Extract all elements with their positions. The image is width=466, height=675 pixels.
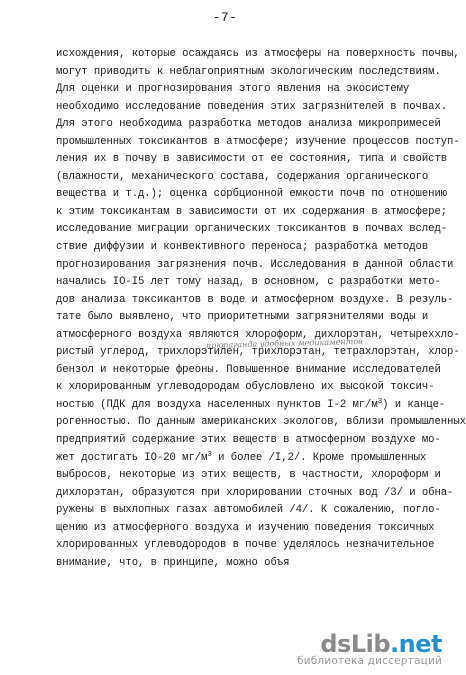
text-line: атмосферного воздуха являются хлороформ, дихлорэтан, четыреххло- [56,328,460,341]
watermark-subtitle: библиотека диссертаций [297,655,442,667]
text-line: выбросов, некоторые из этих веществ, в частности, хлороформ и [56,469,441,482]
text-line: щению из атмосферного воздуха и изучению поведения токсичных [56,521,435,534]
text-line: исхождения, которые осаждаясь из атмосферы на поверхность почвы, [56,48,460,60]
text-line: исследование миграции органических токсикантов в почвах вслед- [56,223,448,236]
text-line: Для этого необходима разработка методов анализа микропримесей [56,118,441,131]
watermark-logo-part1: dsLib [320,630,391,658]
text-line: ствие диффузии и конвективного переноса; разработка методов [56,241,429,254]
text-line: ристый углерод, трихлорэтилен, трихлорэтан, тетрахлорэтан, хлор- [56,346,460,359]
watermark-logo-part2: .net [390,630,442,658]
text-line: начались IO-I5 лет тому назад, в основном, с разработки мето- [56,276,441,289]
text-line: тате было выявлено, что приоритетными загрязнителями воды и [56,311,429,324]
text-line: рогенностью. По данным американских экологов, вблизи промышленных [56,416,466,429]
text-line: дов анализа токсикантов в воде и атмосферном воздухе. В резуль- [56,293,454,306]
text-line [56,450,438,468]
body-text [56,46,466,572]
text-line: прогнозирования загрязнения почв. Исследования в данной области [56,258,454,271]
text-line: предприятий содержание этих веществ в атмосферном воздухе мо- [56,434,441,447]
handwritten-mark: прюпаганда удобных медикаментов [205,336,363,351]
text-fragment: и более /I,2/. Кроме промышленных [211,451,427,464]
text-line: внимание, что, в принципе, можно объя [56,556,290,569]
text-fragment: ) и канце- [382,398,446,411]
text-line [56,397,446,415]
text-line: Для оценки и прогнозирования этого явления на экосистему [56,83,410,96]
text-line: промышленных токсикантов в атмосфере; изучение процессов поступ- [56,135,460,148]
text-line: вещества и т.д.); оценка сорбционной емкости почв по отношению [56,188,448,201]
watermark [297,631,442,667]
text-fragment: жет достигать IO-20 мг/м [56,451,208,464]
text-fragment: ностью (ПДК для воздуха населенных пунктов I-2 мг/м [56,398,378,411]
text-line: к хлорированным углеводородам обусловлено их высокой токсич- [56,381,435,394]
superscript: 3 [207,450,212,459]
text-line: к этим токсикантам в зависимости от их содержания в атмосфере; [56,205,448,218]
text-line: ружены в выхлопных газах автомобилей /4/. К сожалению, погло- [56,504,441,517]
watermark-logo [297,631,442,657]
text-line: (влажности, механического состава, содержания органического [56,170,429,183]
page-number: -7- [212,10,238,25]
superscript: 3 [377,397,383,406]
text-line: могут приводить к неблагоприятным экологическим последствиям. [56,65,441,78]
text-line: ления их в почву в зависимости от ее состояния, типа и свойств [56,153,448,166]
text-line: дихлорэтан, образуются при хлорировании сточных вод /3/ и обна- [56,486,454,499]
text-line: необходимо исследование поведения этих загрязнителей в почвах. [56,100,448,113]
text-line: хлорированных углеводородов в почве уделялось незначительное [56,539,435,552]
text-line: бензол и некоторые фреоны. Повышенное внимание исследователей [56,363,441,376]
